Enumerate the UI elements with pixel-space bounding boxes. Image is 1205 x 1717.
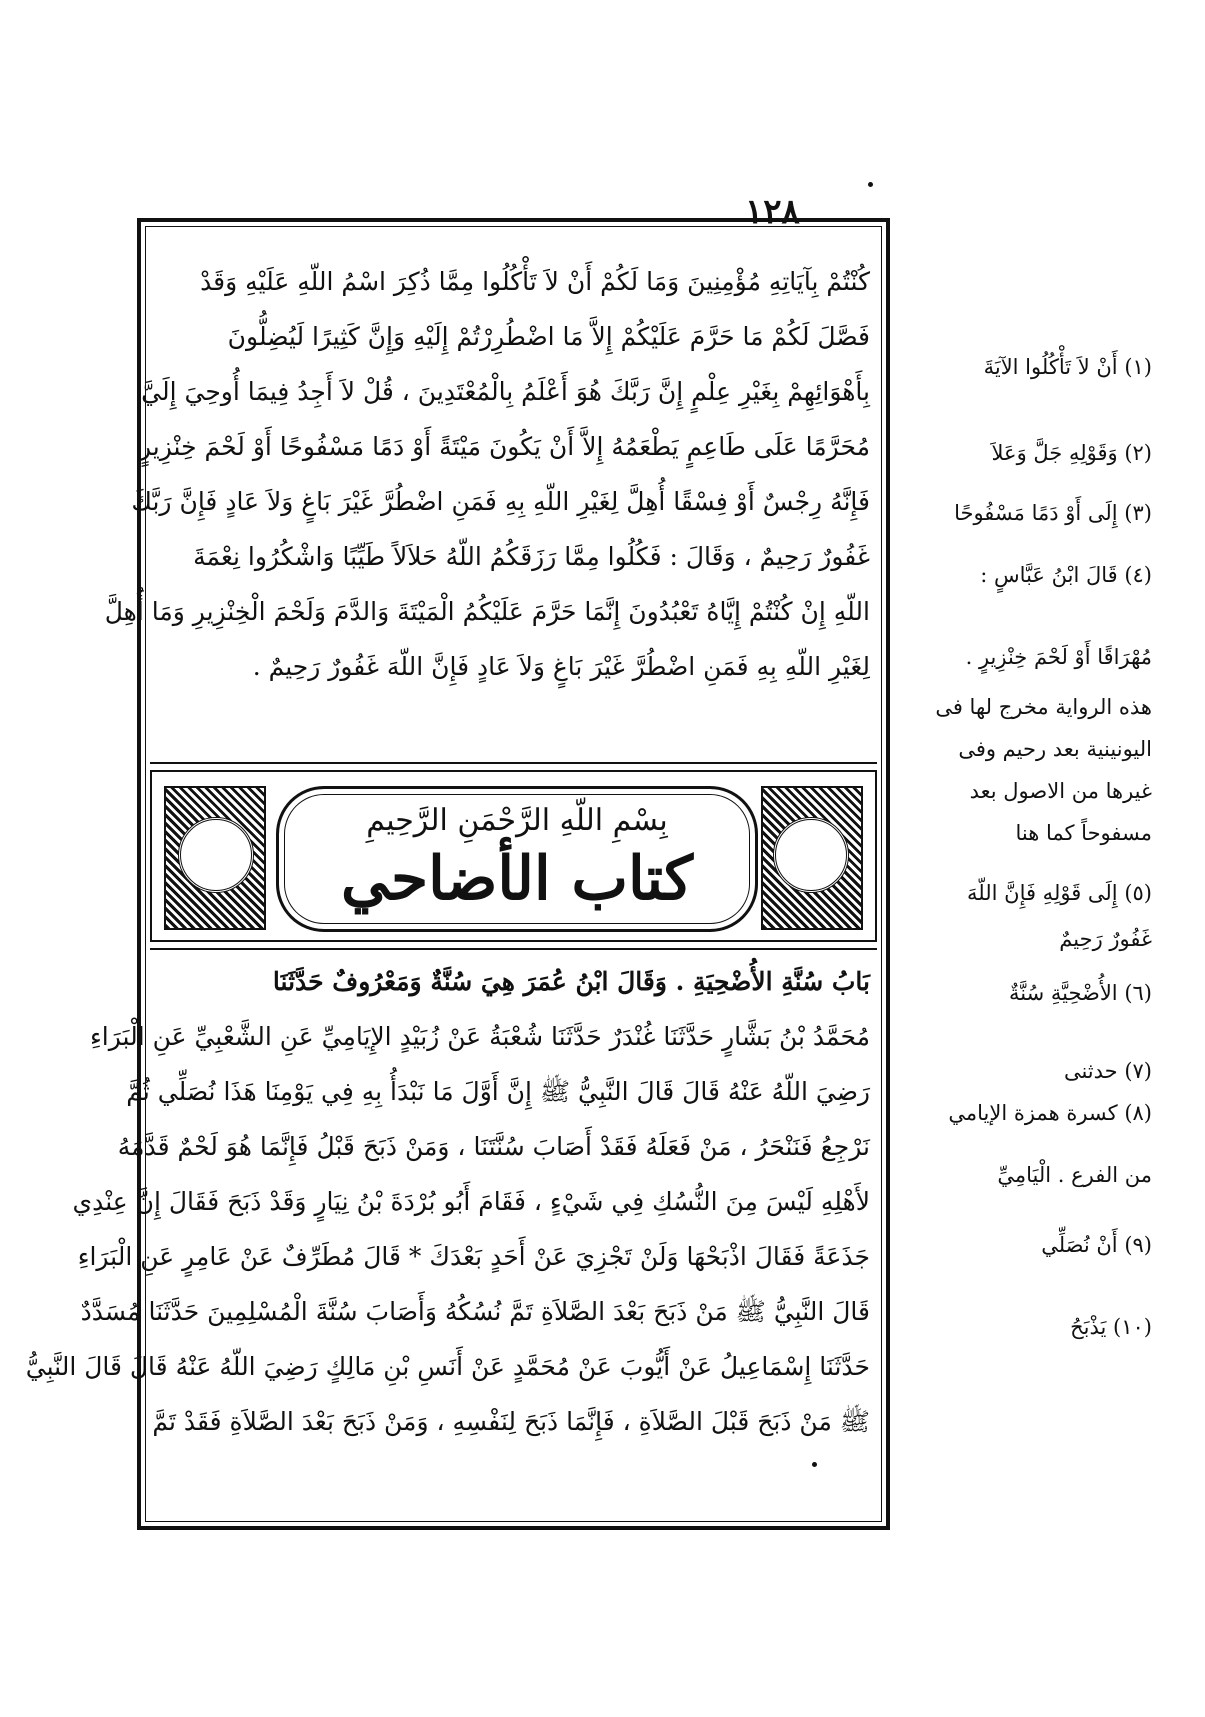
footnote: (١) أَنْ لاَ تَأْكُلُوا الآيَةَ (983, 355, 1152, 379)
footnote: اليونينية بعد رحيم وفى (958, 737, 1152, 761)
footnote: (٤) قَالَ ابْنُ عَبَّاسٍ : (980, 563, 1152, 587)
page-number: ١٢٨ (745, 192, 800, 232)
main-text-top (104, 254, 870, 694)
text-line: حَدَّثَنَا إِسْمَاعِيلُ عَنْ أَيُّوبَ عَنْ مُحَمَّدٍ عَنْ أَنَسِ بْنِ مَالِكٍ رَضِيَ اللّهُ عَنْهُ قَالَ قَالَ النَّبِيُّ (25, 1352, 870, 1381)
text-line: رَضِيَ اللّهُ عَنْهُ قَالَ قَالَ النَّبِيُّ ﷺ إِنَّ أَوَّلَ مَا نَبْدَأُ بِهِ فِي يَوْمِنَا هَذَا نُصَلِّي ثُمَّ (126, 1077, 870, 1106)
footnote: (٥) إِلَى قَوْلِهِ فَإِنَّ اللّهَ (967, 881, 1152, 905)
text-line: بِأَهْوَائِهِمْ بِغَيْرِ عِلْمٍ إِنَّ رَبَّكَ هُوَ أَعْلَمُ بِالْمُعْتَدِينَ ، قُلْ لاَ أَجِدُ فِيمَا أُوحِيَ إِلَيَّ (141, 377, 870, 406)
footnote: من الفرع . الْيَامِيِّ (997, 1163, 1152, 1187)
text-line: جَذَعَةً فَقَالَ اذْبَحْهَا وَلَنْ تَجْزِيَ عَنْ أَحَدٍ بَعْدَكَ * قَالَ مُطَرِّفٌ عَنْ عَامِرٍ عَنِ الْبَرَاءِ (77, 1242, 870, 1271)
text-line: لأَهْلِهِ لَيْسَ مِنَ النُّسُكِ فِي شَيْءٍ ، فَقَامَ أَبُو بُرْدَةَ بْنُ نِيَارٍ وَقَدْ ذَبَحَ فَقَالَ إِنَّ عِنْدِي (72, 1187, 870, 1216)
banner-rule-bottom (150, 948, 877, 950)
footnote: (١٠) يَذْبَحُ (1070, 1315, 1152, 1339)
text-line: ﷺ مَنْ ذَبَحَ قَبْلَ الصَّلاَةِ ، فَإِنَّمَا ذَبَحَ لِنَفْسِهِ ، وَمَنْ ذَبَحَ بَعْدَ الصَّلاَةِ فَقَدْ تَمَّ (152, 1407, 870, 1436)
text-line: قَالَ النَّبِيُّ ﷺ مَنْ ذَبَحَ بَعْدَ الصَّلاَةِ تَمَّ نُسُكُهُ وَأَصَابَ سُنَّةَ الْمُسْلِمِينَ حَدَّثَنَا مُسَدَّدٌ (80, 1297, 870, 1326)
footnote: (٦) الأُضْحِيَّةِ سُنَّةٌ (1008, 981, 1152, 1005)
basmala: بِسْمِ اللّهِ الرَّحْمَنِ الرَّحِيمِ (366, 803, 668, 838)
text-line: اللّهِ إِنْ كُنْتُمْ إِيَّاهُ تَعْبُدُونَ إِنَّمَا حَرَّمَ عَلَيْكُمُ الْمَيْتَةَ وَالدَّمَ وَلَحْمَ الْخِنْزِيرِ وَمَا أُهِلَّ (104, 597, 870, 626)
text-line: فَإِنَّهُ رِجْسٌ أَوْ فِسْقًا أُهِلَّ لِغَيْرِ اللّهِ بِهِ فَمَنِ اضْطُرَّ غَيْرَ بَاغٍ وَلاَ عَادٍ فَإِنَّ رَبَّكَ (131, 487, 870, 516)
specks (868, 182, 873, 187)
text-line: لِغَيْرِ اللّهِ بِهِ فَمَنِ اضْطُرَّ غَيْرَ بَاغٍ وَلاَ عَادٍ فَإِنَّ اللّهَ غَفُورٌ رَحِيمٌ . (252, 652, 870, 681)
footnote: مسفوحاً كما هنا (1015, 821, 1152, 845)
text-line: مُحَرَّمًا عَلَى طَاعِمٍ يَطْعَمُهُ إِلاَّ أَنْ يَكُونَ مَيْتَةً أَوْ دَمًا مَسْفُوحًا أَوْ لَحْمَ خِنْزِيرٍ (139, 432, 870, 461)
footnote: (٨) كسرة همزة الإيامي (948, 1101, 1152, 1125)
text-line: فَصَّلَ لَكُمْ مَا حَرَّمَ عَلَيْكُمْ إِلاَّ مَا اضْطُرِرْتُمْ إِلَيْهِ وَإِنَّ كَثِيرًا لَيُضِلُّونَ (227, 322, 870, 351)
banner-rule-top (150, 762, 877, 764)
main-text-bottom (25, 954, 870, 1449)
chapter-heading: بَابُ سُنَّةِ الأُضْحِيَةِ . وَقَالَ ابْنُ عُمَرَ هِيَ سُنَّةٌ وَمَعْرُوفٌ حَدَّثَنَا (272, 967, 870, 996)
title-cartouche (276, 786, 758, 932)
footnote: (٢) وَقَوْلِهِ جَلَّ وَعَلاَ (991, 441, 1152, 465)
footnote: غَفُورٌ رَحِيمٌ (1059, 927, 1152, 951)
text-line: نَرْجِعُ فَنَنْحَرُ ، مَنْ فَعَلَهُ فَقَدْ أَصَابَ سُنَّتَنَا ، وَمَنْ ذَبَحَ قَبْلُ فَإِنَّمَا هُوَ لَحْمٌ قَدَّمَهُ (117, 1132, 870, 1161)
footnote: هذه الرواية مخرج لها فى (935, 695, 1152, 719)
footnote: (٩) أَنْ نُصَلِّي (1041, 1233, 1152, 1257)
chapter-banner (150, 770, 877, 942)
footnote: مُهْرَاقًا أَوْ لَحْمَ خِنْزِيرٍ . (965, 645, 1152, 669)
rosette-ornament-icon (773, 817, 849, 893)
specks (812, 1462, 817, 1467)
text-line: مُحَمَّدُ بْنُ بَشَّارٍ حَدَّثَنَا غُنْدَرٌ حَدَّثَنَا شُعْبَةُ عَنْ زُبَيْدٍ الإِيَامِيِّ عَنِ الشَّعْبِيِّ عَنِ الْبَرَاءِ (90, 1022, 870, 1051)
footnote: غيرها من الاصول بعد (969, 779, 1152, 803)
book-title: كتاب الأضاحي (341, 844, 693, 914)
rosette-ornament-icon (178, 817, 254, 893)
footnote: (٣) إِلَى أَوْ دَمًا مَسْفُوحًا (954, 501, 1152, 525)
text-line: كُنْتُمْ بِآيَاتِهِ مُؤْمِنِينَ وَمَا لَكُمْ أَنْ لاَ تَأْكُلُوا مِمَّا ذُكِرَ اسْمُ اللّهِ عَلَيْهِ وَقَدْ (200, 267, 870, 296)
footnote: (٧) حدثنى (1063, 1059, 1152, 1083)
text-line: غَفُورٌ رَحِيمٌ ، وَقَالَ : فَكُلُوا مِمَّا رَزَقَكُمُ اللّهُ حَلاَلاً طَيِّبًا وَاشْكُرُوا نِعْمَةَ (193, 542, 870, 571)
